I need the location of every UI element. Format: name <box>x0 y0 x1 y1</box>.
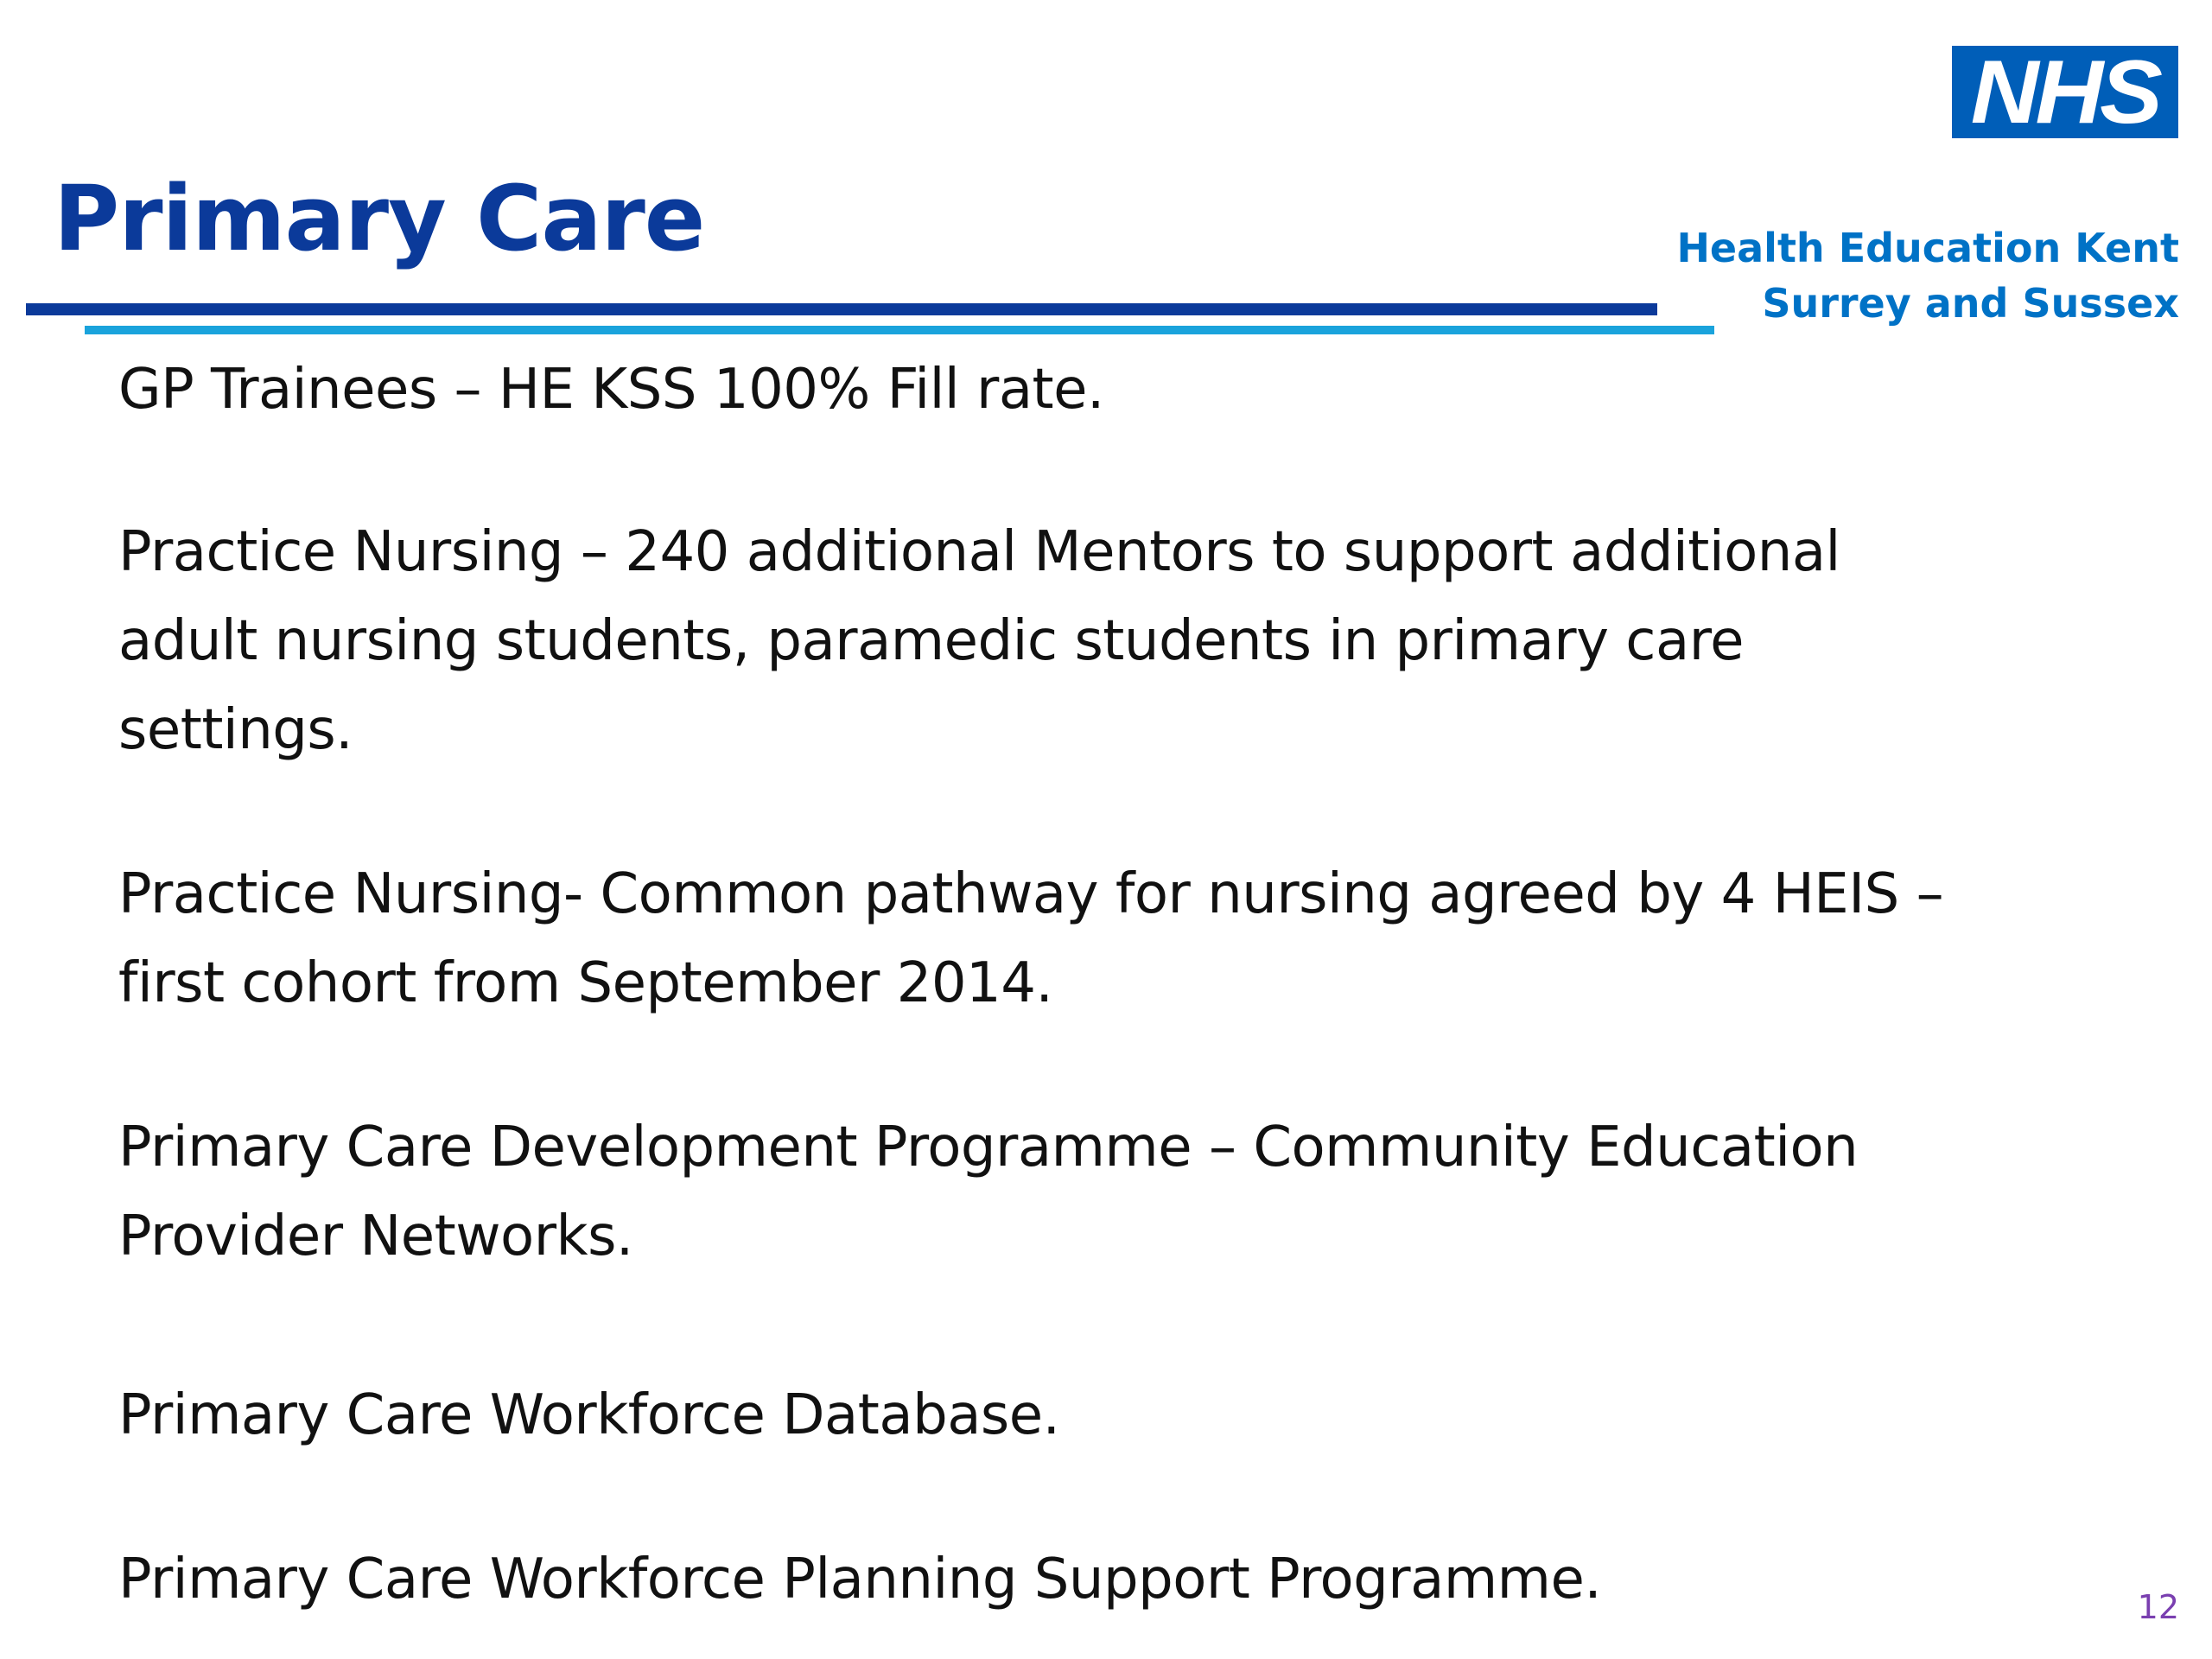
bullet-line: first cohort from September 2014. <box>118 951 1053 1015</box>
bullet-line: Provider Networks. <box>118 1205 633 1268</box>
nhs-logo <box>1952 41 2178 143</box>
organisation-name-line-2: Surrey and Sussex <box>1762 280 2179 327</box>
bullet-development-programme <box>118 1103 1858 1281</box>
bullet-line: Practice Nursing- Common pathway for nursing agreed by 4 HEIS – <box>118 862 1944 926</box>
organisation-name-line-1: Health Education Kent <box>1676 225 2179 271</box>
title-underline-dark <box>26 303 1657 315</box>
organisation-name <box>1676 220 2179 331</box>
bullet-line: settings. <box>118 698 353 762</box>
bullet-line: adult nursing students, paramedic students in primary care <box>118 609 1744 673</box>
bullet-line: Primary Care Workforce Database. <box>118 1383 1060 1447</box>
bullet-line: Primary Care Development Programme – Community Education <box>118 1116 1859 1179</box>
bullet-line: Primary Care Workforce Planning Support Programme. <box>118 1548 1602 1611</box>
title-underline-light <box>85 326 1714 334</box>
bullet-line: GP Trainees – HE KSS 100% Fill rate. <box>118 358 1104 422</box>
bullet-practice-nursing-pathway <box>118 850 1943 1028</box>
bullet-line: Practice Nursing – 240 additional Mentors to support additional <box>118 520 1840 584</box>
bullet-practice-nursing-mentors <box>118 508 1840 775</box>
bullet-workforce-database <box>118 1371 1059 1460</box>
slide-number: 12 <box>2137 1588 2179 1626</box>
page-title: Primary Care <box>54 166 705 271</box>
bullet-gp-trainees <box>118 346 1104 435</box>
nhs-logo-text: NHS <box>1971 41 2159 143</box>
bullet-workforce-planning <box>118 1535 1601 1624</box>
